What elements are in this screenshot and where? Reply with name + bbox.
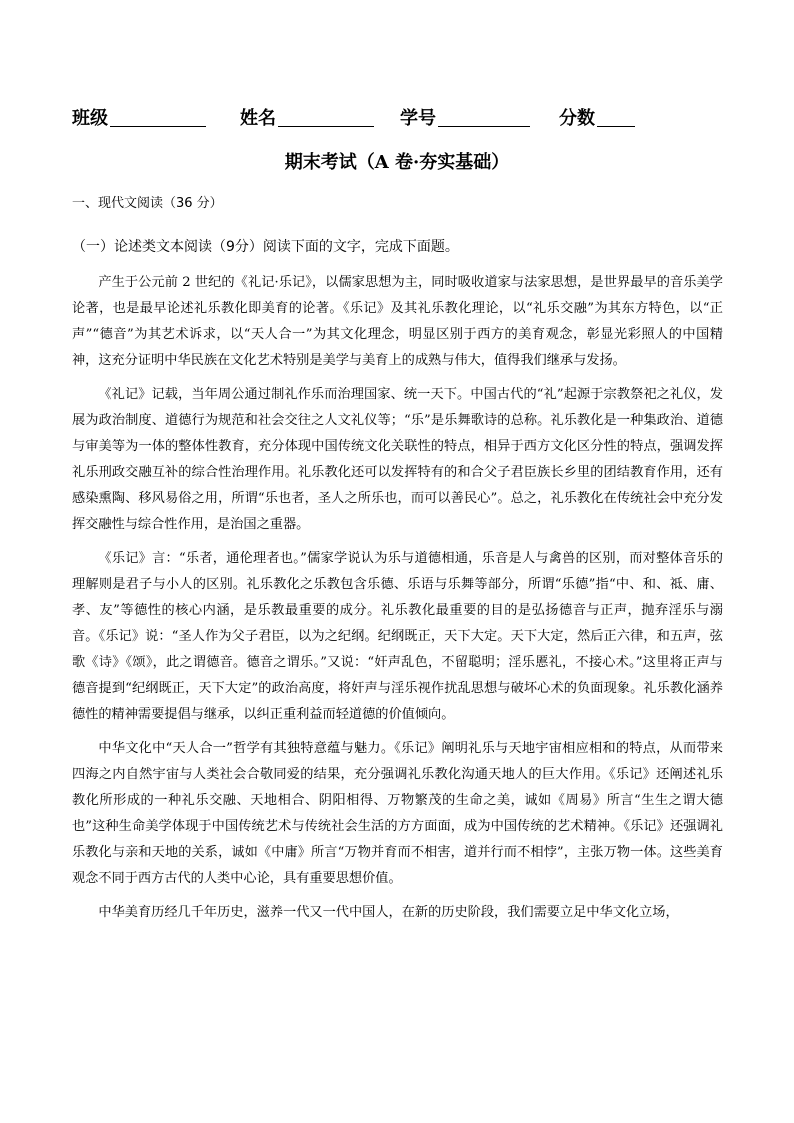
class-blank[interactable] (110, 108, 206, 127)
passage-paragraph: 中华文化中“天人合一”哲学有其独特意蕴与魅力。《乐记》阐明礼乐与天地宇宙相应相和的特点，从而带来四海之内自然宇宙与人类社会合敬同爱的结果，充分强调礼乐教化沟通天地人的巨大作用。《乐记》还阐述礼乐教化所形成的一种礼乐交融、天地相合、阴阳相得、万物繁茂的生命之美，诚如《周易》所言“生生之谓大德也”这种生命美学体现于中国传统艺术与传统社会生活的方方面面，成为中国传统的艺术精神。《乐记》还强调礼乐教化与亲和天地的关系，诚如《中庸》所言“万物并育而不相害，道并行而不相悖”，主张万物一体。这些美育观念不同于西方古代的人类中心论，具有重要思想价值。 (72, 741, 723, 886)
name-label: 姓名 (240, 108, 276, 129)
class-field[interactable] (72, 104, 206, 130)
passage-paragraph: 产生于公元前 2 世纪的《礼记·乐记》，以儒家思想为主，同时吸收道家与法家思想，是世界最早的音乐美学论著，也是最早论述礼乐教化即美育的论著。《乐记》及其礼乐教化理论，以“礼乐交融”为其东方特色，以“正声”“德音”为其艺术诉求，以“天人合一”为其文化理念，明显区别于西方的美育观念，彰显光彩照人的中国精神，这充分证明中华民族在文化艺术特别是美学与美育上的成熟与伟大，值得我们继承与发扬。 (72, 275, 723, 368)
reading-passage (72, 270, 723, 934)
class-label: 班级 (72, 108, 108, 129)
subsection-heading: （一）论述类文本阅读（9分）阅读下面的文字，完成下面题。 (72, 239, 459, 255)
name-field[interactable] (240, 104, 374, 130)
number-label: 学号 (400, 108, 436, 129)
number-field[interactable] (400, 104, 530, 130)
section-heading: 一、现代文阅读（36 分） (72, 196, 223, 211)
score-field[interactable] (559, 104, 635, 130)
passage-paragraph: 《礼记》记载，当年周公通过制礼作乐而治理国家、统一天下。中国古代的“礼”起源于宗教祭祀之礼仪，发展为政治制度、道德行为规范和社会交往之人文礼仪等；“乐”是乐舞歌诗的总称。礼乐教化是一种集政治、道德与审美等为一体的整体性教育，充分体现中国传统文化关联性的特点，相异于西方文化区分性的特点，强调发挥礼乐刑政交融互补的综合性治理作用。礼乐教化还可以发挥特有的和合父子君臣族长乡里的团结教育作用，还有感染熏陶、移风易俗之用，所谓“乐也者，圣人之所乐也，而可以善民心”。总之，礼乐教化在传统社会中充分发挥交融性与综合性作用，是治国之重器。 (72, 387, 723, 532)
name-blank[interactable] (278, 108, 374, 127)
number-blank[interactable] (438, 108, 530, 127)
passage-paragraph: 中华美育历经几千年历史，滋养一代又一代中国人，在新的历史阶段，我们需要立足中华文化立场， (98, 905, 679, 920)
passage-paragraph: 《乐记》言：“乐者，通伦理者也。”儒家学说认为乐与道德相通，乐音是人与禽兽的区别，而对整体音乐的理解则是君子与小人的区别。礼乐教化之乐教包含乐德、乐语与乐舞等部分，所谓“乐德”指“中、和、祗、庸、孝、友”等德性的核心内涵，是乐教最重要的成分。礼乐教化最重要的目的是弘扬德音与正声，抛弃淫乐与溺音。《乐记》说：“圣人作为父子君臣，以为之纪纲。纪纲既正，天下大定。天下大定，然后正六律，和五声，弦歌《诗》《颂》，此之谓德音。德音之谓乐。”又说：“奸声乱色，不留聪明；淫乐慝礼，不接心术。”这里将正声与德音提到“纪纲既正，天下大定”的政治高度，将奸声与淫乐视作扰乱思想与破坏心术的负面现象。礼乐教化涵养德性的精神需要提倡与继承，以纠正重利益而轻道德的价值倾向。 (72, 551, 723, 722)
score-label: 分数 (559, 108, 595, 129)
exam-title: 期末考试（A 卷·夯实基础） (284, 152, 510, 173)
score-blank[interactable] (597, 108, 635, 127)
